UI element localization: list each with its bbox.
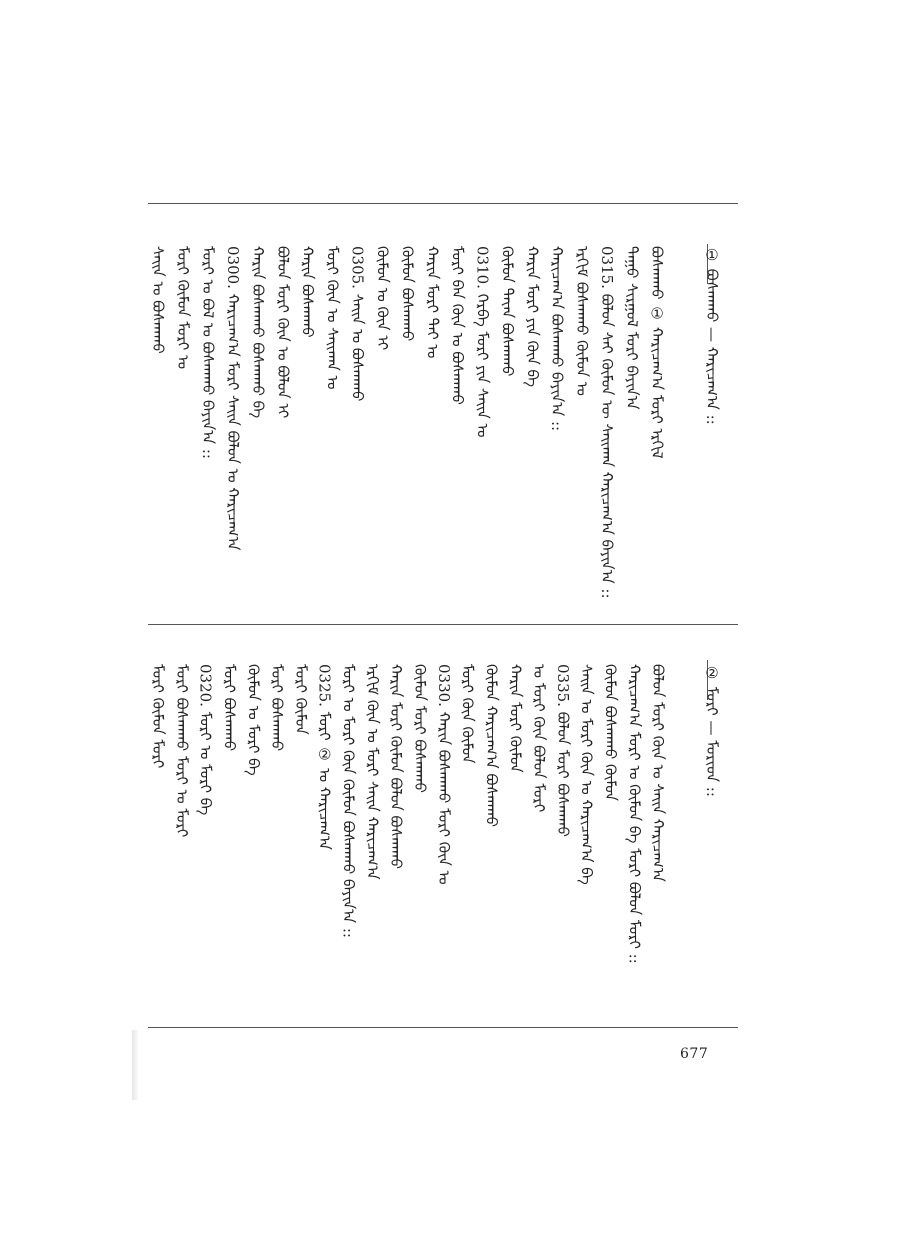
middle-rule (148, 624, 738, 625)
text-line (269, 664, 295, 1024)
text-line (375, 246, 401, 616)
text-line (150, 246, 176, 616)
text-line-content: ᠮᠣᠷᠢ ᠬᠦᠮᠦᠨ (291, 664, 310, 735)
text-line (150, 664, 176, 1024)
section-heading-text: ① ᠪᠣᠰᠬᠠᠬᠤ — ᠬᠠᠷᠢᠴᠠᠭ᠎ᠠ :: (703, 246, 721, 425)
text-line (293, 664, 319, 1024)
text-line (436, 664, 462, 1024)
text-line-content: ᠡᠷᠬᠢᠮ ᠪᠣᠰᠬᠠᠬᠤ ᠬᠦᠮᠦᠨ ᠤ (573, 246, 592, 396)
text-line (507, 664, 533, 1024)
text-line (198, 664, 224, 1024)
text-line-content: ᠰᠠᠢᠨ ᠤ ᠮᠣᠷᠢ ᠬᠦᠨ ᠤ ᠬᠠᠷᠢᠴᠠᠭ᠎ᠠ ᠪᠡ (577, 664, 596, 885)
text-line-content: ᠬᠦᠮᠦᠨ ᠪᠣᠰᠬᠠᠬᠤ ᠬᠦᠮᠦᠨ (601, 664, 620, 801)
text-line-content: ᠪᠣᠯᠤᠨ ᠮᠣᠷᠢ ᠬᠦᠨ ᠤ ᠪᠣᠯᠤᠨ ᠢ (273, 246, 292, 419)
text-line-content: ᠮᠣᠷᠢ ᠤ ᠮᠣᠷᠢ ᠬᠦᠨ ᠬᠦᠮᠦᠨ ᠪᠣᠰᠬᠠᠬᠤ ᠪᠠᠶᠢᠨ᠎ᠠ :: (339, 664, 358, 938)
text-line-content: ᠬᠦᠮᠦᠨ ᠮᠣᠷᠢ ᠪᠣᠰᠬᠠᠬᠤ (411, 664, 429, 793)
text-line (325, 246, 351, 616)
text-line (412, 664, 438, 1024)
text-line (599, 246, 625, 616)
text-line-content: 0325. ᠮᠣᠷᠢ ② ᠤ ᠬᠠᠷᠢᠴᠠᠭ᠎ᠠ (315, 664, 334, 850)
text-line-content: ᠬᠠᠷᠢᠨ ᠮᠣᠷᠢ ᠬᠦᠮᠦᠨ (506, 664, 525, 773)
text-line (499, 246, 525, 616)
text-line (300, 246, 326, 616)
text-line-content: ᠮᠣᠷᠢ ᠬᠦᠨ ᠬᠦᠮᠦᠨ (458, 664, 477, 764)
text-line-content: ᠮᠣᠷᠢ ᠪᠣᠰᠬᠠᠬᠤ ᠮᠣᠷᠢ ᠤ ᠮᠣᠷᠢ (172, 664, 191, 838)
text-line-content: ᠬᠠᠷᠢᠨ ᠮᠣᠷᠢ ᠶᠢᠨ ᠬᠦᠨ ᠪᠡ (523, 246, 542, 388)
text-line (524, 246, 550, 616)
section-heading-text: ② ᠮᠣᠷᠢ — ᠮᠣᠷᠢᠳ :: (703, 664, 721, 797)
text-line (221, 664, 247, 1024)
text-line (200, 246, 226, 616)
text-line-content: ᠮᠣᠷᠢ ᠬᠦᠮᠦᠨ ᠮᠣᠷᠢ ᠤ (173, 246, 192, 370)
text-line (364, 664, 390, 1024)
text-line-content: ᠮᠣᠷᠢ ᠪᠠᠨ ᠬᠦᠨ ᠤ ᠪᠣᠰᠬᠠᠬᠤ (448, 246, 467, 405)
text-line-content: ᠪᠣᠯᠤᠨ ᠮᠣᠷᠢ ᠬᠦᠨ ᠤ ᠰᠠᠢᠨ ᠬᠠᠷᠢᠴᠠᠭ᠎ᠠ (649, 664, 668, 882)
text-line-content: ᠮᠣᠷᠢ ᠪᠣᠰᠬᠠᠬᠤ (268, 664, 287, 752)
text-line (574, 246, 600, 616)
page-number: 677 (680, 1046, 709, 1062)
text-line (603, 664, 629, 1024)
text-line (626, 664, 652, 1024)
text-line-content: 0305. ᠰᠠᠢᠨ ᠤ ᠪᠣᠰᠬᠠᠬᠤ (348, 246, 367, 402)
text-line-content: ᠬᠦᠮᠦᠨ ᠪᠣᠰᠬᠠᠬᠤ (398, 246, 417, 342)
text-line-content: ᠬᠦᠮᠦᠨ ᠲᠠᠶ᠋ᠠᠨ ᠪᠣᠰᠬᠠᠬᠤ (498, 246, 517, 377)
text-line-content: ᠤ ᠮᠣᠷᠢ ᠬᠦᠨ ᠪᠣᠯᠤᠨ ᠮᠣᠷᠢ (530, 664, 549, 813)
text-line (400, 246, 426, 616)
text-line (250, 246, 276, 616)
text-line (174, 664, 200, 1024)
text-line-content: ᠬᠠᠷᠢᠨ ᠪᠣᠰᠬᠠᠬᠤ (298, 246, 317, 338)
text-line (275, 246, 301, 616)
text-line-content: 0315. ᠪᠣᠯᠤᠨ ᠰᠠᠢ ᠬᠦᠮᠦᠨ ᠦ ᠰᠠᠢᠬᠠᠨ ᠬᠠᠷᠢᠴᠠᠭ᠎ᠠ ᠪᠠᠶᠢᠨ᠎ᠠ :: (598, 246, 617, 599)
text-line-content: ᠬᠠᠷᠢᠨ ᠮᠣᠷᠢ ᠲᠠᠢ ᠤ (423, 246, 442, 359)
text-line-content: ᠬᠦᠮᠦᠨ ᠬᠠᠷᠢᠴᠠᠭ᠎ᠠ ᠪᠣᠰᠬᠠᠬᠤ (482, 664, 501, 828)
text-line (555, 664, 581, 1024)
text-line-content: ᠬᠦᠮᠦᠨ ᠤ ᠬᠦᠨ ᠢ (373, 246, 392, 351)
text-line-content: ᠮᠣᠷᠢ ᠤ ᠪᠣᠯ ᠤ ᠪᠣᠰᠬᠠᠬᠤ ᠪᠠᠶᠢᠨ᠎ᠠ :: (198, 246, 217, 459)
text-line-content: ᠡᠷᠬᠢᠮ ᠬᠦᠨ ᠤ ᠮᠣᠷᠢ ᠰᠠᠢᠨ ᠬᠠᠷᠢᠴᠠᠭ᠎ᠠ (363, 664, 382, 880)
text-line-content: ᠮᠣᠷᠢ ᠬᠦᠮᠦᠨ ᠮᠣᠷᠢ (149, 664, 167, 769)
text-line-content: ᠬᠠᠷᠢᠨ ᠪᠣᠰᠬᠠᠬᠤ ᠪᠣᠰᠬᠠᠬᠤ ᠪᠡ (248, 246, 267, 419)
text-line-content: 0330. ᠬᠠᠷᠢᠨ ᠪᠣᠰᠬᠠᠬᠤ ᠮᠣᠷᠢ ᠬᠦᠨ ᠤ (434, 664, 453, 885)
text-line-content: ᠮᠣᠷᠢ ᠪᠣᠰᠬᠠᠬᠤ (220, 664, 239, 752)
top-rule (148, 203, 738, 204)
text-line (449, 246, 475, 616)
text-line (175, 246, 201, 616)
text-line (549, 246, 575, 616)
text-line (483, 664, 509, 1024)
text-line-content: ᠬᠦᠮᠦᠨ ᠤ ᠮᠣᠷᠢ ᠪᠡ (244, 664, 263, 776)
text-line (350, 246, 376, 616)
section-heading (704, 246, 730, 616)
text-line-content: 0300. ᠬᠠᠷᠢᠴᠠᠭ᠎ᠠ ᠮᠣᠷᠢ ᠰᠠᠢᠨ ᠪᠣᠯᠤᠨ ᠤ ᠬᠠᠷᠢᠴᠠᠭ᠎ᠠ (223, 246, 242, 551)
text-line-content: ᠬᠠᠷᠢᠴᠠᠭ᠎ᠠ ᠮᠣᠷᠢ ᠤ ᠬᠦᠮᠦᠨ ᠪᠡ ᠮᠣᠷᠢ ᠪᠣᠯᠤᠨ ᠮᠣᠷᠢ :: (625, 664, 644, 964)
text-line (624, 246, 650, 616)
text-line-content: ᠳᠠᠭᠤ ᠰᠢᠷᠭᠤᠯ ᠮᠣᠷᠢ ᠪᠠᠶᠢᠨ᠎ᠠ (623, 246, 642, 410)
text-line-content: ᠬᠠᠷᠢᠨ ᠮᠣᠷᠢ ᠬᠦᠮᠦᠨ ᠪᠣᠯᠤᠨ ᠪᠣᠰᠬᠠᠬᠤ (387, 664, 406, 870)
text-line-content: 0310. ᠬᠡᠷᠪᠡ ᠮᠣᠷᠢ ᠶᠢᠨ ᠰᠠᠢᠨ ᠤ (473, 246, 492, 438)
text-line (245, 664, 271, 1024)
text-line-content: ᠪᠣᠰᠬᠠᠬᠤ ① ᠬᠠᠷᠢᠴᠠᠭ᠎ᠠ ᠮᠣᠷᠢ ᠡᠷᠭᠢᠯ (648, 246, 667, 459)
text-line (474, 246, 500, 616)
text-line (225, 246, 251, 616)
text-line (649, 246, 675, 616)
text-line (579, 664, 605, 1024)
text-line (650, 664, 676, 1024)
text-line (531, 664, 557, 1024)
text-line (317, 664, 343, 1024)
text-line (424, 246, 450, 616)
bottom-rule (148, 1027, 738, 1028)
text-line-content: ᠬᠠᠷᠢᠴᠠᠭ᠎ᠠ ᠪᠣᠰᠬᠠᠬᠤ ᠪᠠᠶᠢᠨ᠎ᠠ :: (548, 246, 567, 432)
text-line-content: 0320. ᠮᠣᠷᠢ ᠤ ᠮᠣᠷᠢ ᠪᠡ (196, 664, 215, 816)
text-line-content: 0335. ᠪᠣᠯᠤᠨ ᠮᠣᠷᠢ ᠪᠣᠰᠬᠠᠬᠤ (553, 664, 572, 837)
text-line (388, 664, 414, 1024)
text-line (460, 664, 486, 1024)
scan-edge-shadow (132, 1030, 138, 1100)
text-line-content: ᠮᠣᠷᠢ ᠬᠦᠨ ᠤ ᠰᠠᠢᠬᠠᠨ ᠤ (323, 246, 342, 390)
text-line (341, 664, 367, 1024)
section-heading (704, 664, 730, 1024)
text-line-content: ᠰᠠᠢᠨ ᠤ ᠪᠣᠰᠬᠠᠬᠤ (149, 246, 167, 354)
